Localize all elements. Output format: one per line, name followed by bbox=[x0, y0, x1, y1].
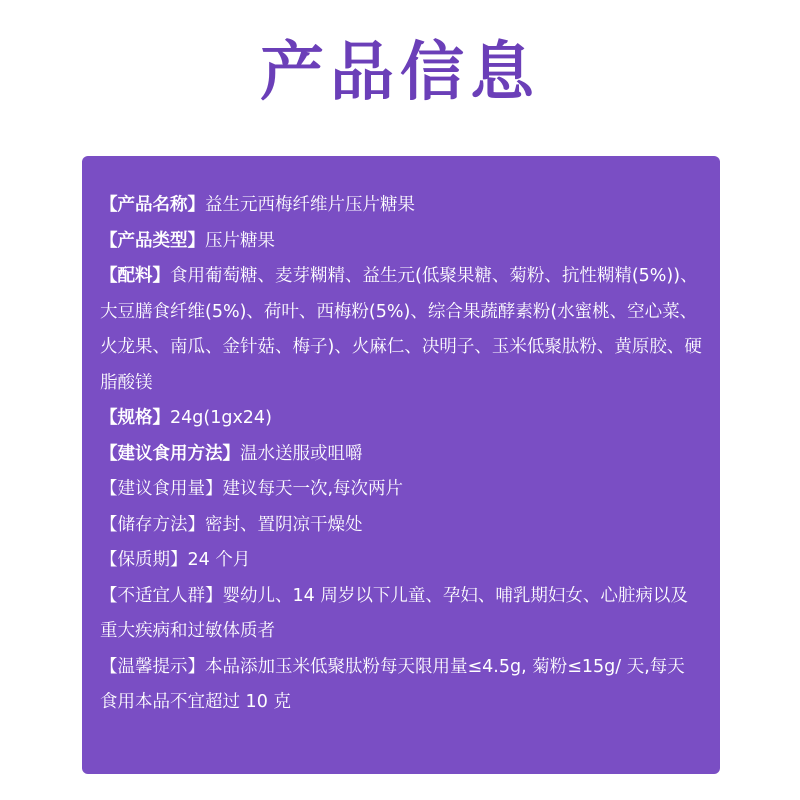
info-row-shelf-life bbox=[100, 543, 702, 579]
info-label-storage: 【储存方法】 bbox=[100, 514, 205, 535]
info-label-spec: 【规格】 bbox=[100, 408, 170, 428]
info-label-method: 【建议食用方法】 bbox=[100, 443, 240, 464]
info-row-method bbox=[100, 437, 702, 473]
info-row-ingredients bbox=[100, 259, 702, 401]
info-value-tips: 本品添加玉米低聚肽粉每天限用量≤4.5g, 菊粉≤15g/ 天,每天食用本品不宜超过 10 克 bbox=[100, 656, 685, 712]
info-value-ingredients: 食用葡萄糖、麦芽糊精、益生元(低聚果糖、菊粉、抗性糊精(5%))、大豆膳食纤维(5%)、荷叶、西梅粉(5%)、综合果蔬酵素粉(水蜜桃、空心菜、火龙果、南瓜、金针菇、梅子)、火麻仁、决明子、玉米低聚肽粉、黄原胶、硬脂酸镁 bbox=[100, 266, 702, 393]
info-value-storage: 密封、置阴凉干燥处 bbox=[205, 514, 363, 535]
info-label-tips: 【温馨提示】 bbox=[100, 656, 205, 677]
info-row-name bbox=[100, 188, 702, 224]
info-value-dosage: 建议每天一次,每次两片 bbox=[222, 479, 404, 499]
info-label-name: 【产品名称】 bbox=[100, 195, 205, 215]
info-label-dosage: 【建议食用量】 bbox=[100, 479, 223, 499]
info-label-type: 【产品类型】 bbox=[100, 230, 205, 251]
info-value-shelf-life: 24 个月 bbox=[187, 550, 251, 570]
product-info-panel bbox=[82, 156, 720, 774]
info-row-unsuitable bbox=[100, 579, 702, 650]
info-value-spec: 24g(1gx24) bbox=[170, 408, 272, 428]
info-row-tips bbox=[100, 650, 702, 721]
page-title: 产品信息 bbox=[260, 36, 540, 110]
info-value-unsuitable: 婴幼儿、14 周岁以下儿童、孕妇、哺乳期妇女、心脏病以及重大疾病和过敏体质者 bbox=[100, 585, 688, 641]
info-row-spec bbox=[100, 401, 702, 437]
info-row-type bbox=[100, 224, 702, 260]
info-label-shelf-life: 【保质期】 bbox=[100, 550, 188, 570]
info-row-storage bbox=[100, 508, 702, 544]
info-value-method: 温水送服或咀嚼 bbox=[240, 443, 363, 464]
info-label-unsuitable: 【不适宜人群】 bbox=[100, 585, 223, 606]
info-label-ingredients: 【配料】 bbox=[100, 266, 170, 286]
info-value-type: 压片糖果 bbox=[205, 230, 275, 251]
info-value-name: 益生元西梅纤维片压片糖果 bbox=[205, 195, 415, 215]
info-row-dosage bbox=[100, 472, 702, 508]
